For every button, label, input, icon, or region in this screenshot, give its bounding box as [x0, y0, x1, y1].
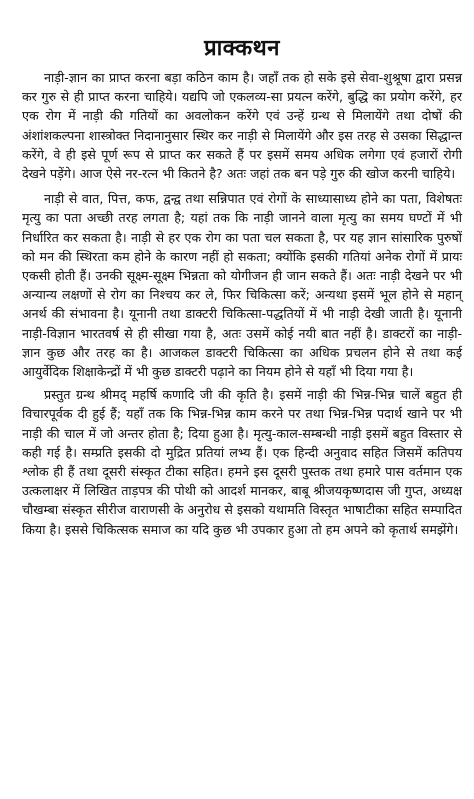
paragraph-3: प्रस्तुत ग्रन्थ श्रीमद् महर्षि कणादि जी की कृति है। इसमें नाड़ी की भिन्न-भिन्न चालें बहुत ही विचारपूर्वक दी हुई हैं; यहाँ तक कि भिन्न-भिन्न काम करने पर तथा भिन्न-भिन्न पदार्थ खाने पर भी नाड़ी की चाल में जो अन्तर होता है; दिया हुआ है। मृत्यु-काल-सम्बन्धी नाड़ी इसमें बहुत विस्तार से कही गई है। सम्प्रति इसकी दो मुद्रित प्रतियां लभ्य हैं। एक हिन्दी अनुवाद सहित जिसमें कतिपय श्लोक ही हैं तथा दूसरी संस्कृत टीका सहित। हमने इस दूसरी पुस्तक तथा हमारे पास वर्तमान एक उत्कलाक्षर में लिखित ताड़पत्र की पोथी को आदर्श मानकर, बाबू श्रीजयकृष्णदास जी गुप्त, अध्यक्ष चौखम्बा संस्कृत सीरीज वाराणसी के अनुरोध से इसको यथामति विस्तृत भाषाटीका सहित सम्पादित किया है। इससे चिकित्सक समाज का यदि कुछ भी उपकार हुआ तो हम अपने को कृतार्थ समझेंगे।: [22, 387, 462, 537]
page-title: प्राक्कथन: [204, 36, 280, 61]
paragraph-1: नाड़ी-ज्ञान का प्राप्त करना बड़ा कठिन काम है। जहाँ तक हो सके इसे सेवा-शुश्रूषा द्वारा प्रसन्न कर गुरु से ही प्राप्त करना चाहिये। यद्यपि जो एकलव्य-सा प्रयत्न करेंगे, बुद्धि का प्रयोग करेंगे, हर एक रोग में नाड़ी की गतियों का अवलोकन करेंगे एवं उन्हें ग्रन्थ से मिलायेंगे तथा दोषों की अंशांशकल्पना शास्त्रोक्त निदानानुसार स्थिर कर नाड़ी से मिलायेंगे और इस तरह से उसका सिद्धान्त करेंगे, वे ही इसे पूर्ण रूप से प्राप्त कर सकते हैं पर इसमें समय अधिक लगेगा एवं हजारों रोगी देखने पड़ेंगे। आज ऐसे नर-रत्न भी कितने है? अतः जहां तक बन पड़े गुरु की खोज करनी चाहिये।: [22, 70, 462, 182]
paragraph-2: नाड़ी से वात, पित्त, कफ, द्वन्द्व तथा सन्निपात एवं रोगों के साध्यासाध्य होने का पता, विशेषतः मृत्यु का पता अच्छी तरह लगता है; यहां तक कि नाड़ी जानने वाला मृत्यु का समय घण्टों में भी निर्धारित कर सकता है। नाड़ी से हर एक रोग का पता चल सकता है, पर यह ज्ञान सांसारिक पुरुषों को मन की स्थिरता कम होने के कारण नहीं हो सकता; क्योंकि इसकी गतियां अनेक रोगों में प्रायः एकसी होती हैं। उनकी सूक्ष्म-सूक्ष्म भिन्नता को योगीजन ही जान सकते हैं। अतः नाड़ी देखने पर भी अन्यान्य लक्षणों से रोग का निश्चय कर ले, फिर चिकित्सा करें; अन्यथा इसमें भूल होने से महान् अनर्थ की संभावना है। यूनानी तथा डाक्टरी चिकित्सा-पद्धतियों में भी नाड़ी देखी जाती है। यूनानी नाड़ी-विज्ञान भारतवर्ष से ही सीखा गया है, अतः उसमें कोई नयी बात नहीं है। डाक्टरों का नाड़ी-ज्ञान कुछ और तरह का है। आजकल डाक्टरी चिकित्सा का अधिक प्रचलन होने से तथा कई आयुर्वेदिक शिक्षाकेन्द्रों में भी कुछ डाक्टरी पढ़ाने का नियम होने से यहाँ भी दिया गया है।: [22, 191, 462, 380]
